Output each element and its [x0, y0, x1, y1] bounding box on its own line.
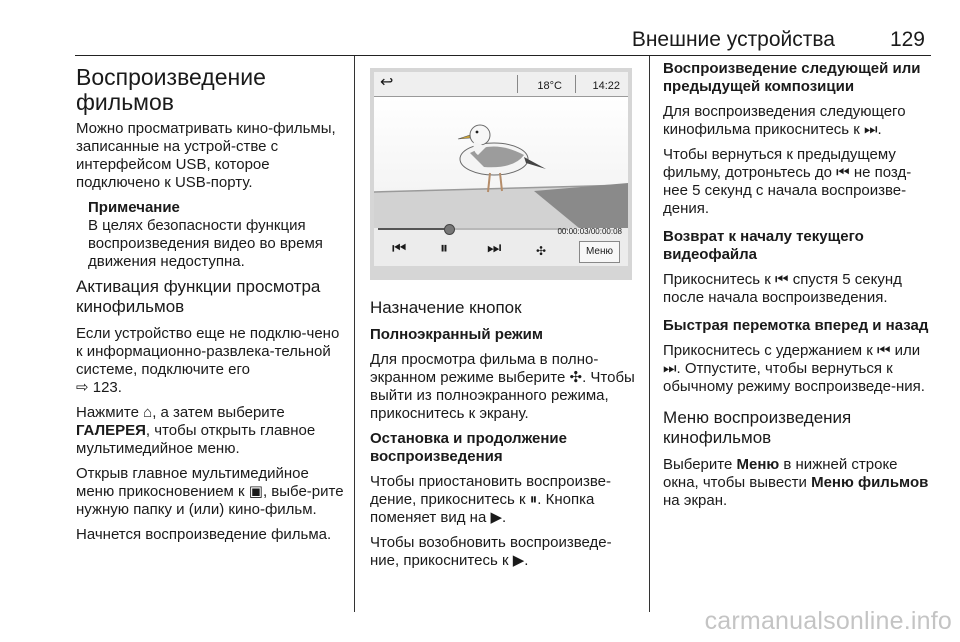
page-reference: 123. — [92, 379, 122, 396]
gallery-label: ГАЛЕРЕЯ — [76, 422, 146, 439]
seek-handle[interactable] — [444, 224, 455, 235]
next-paragraph — [663, 103, 935, 139]
middle-column — [356, 60, 640, 577]
prev-paragraph — [663, 146, 935, 218]
fullscreen-icon[interactable]: ✣ — [536, 244, 547, 258]
prev-text-a: Чтобы вернуться к предыдущему фильму, дотроньтесь до — [663, 146, 896, 181]
start-paragraph: Начнется воспроизведение фильма. — [76, 526, 332, 543]
left-column — [76, 60, 344, 551]
reference-arrow-icon: ⇨ — [76, 379, 89, 396]
next-text-b: . — [877, 121, 882, 138]
menu-text-a: Открыв главное мультимедийное меню прикосновением к — [76, 465, 309, 500]
middle-text — [370, 326, 640, 570]
home-icon: ⌂ — [143, 404, 153, 421]
page-number: 129 — [889, 28, 925, 51]
watermark: carmanualsonline.info — [704, 607, 952, 635]
section-heading-movie-menu: Меню воспроизведения кинофильмов — [663, 408, 852, 447]
section-heading-playback: Воспроизведение фильмов — [76, 64, 266, 115]
subheading-activation: Активация функции просмотра кинофильмов — [76, 277, 321, 316]
intro-paragraph: Можно просматривать кино-фильмы, записанные на устрой-стве с интерфейсом USB, которое подключено к USB-порту. — [76, 120, 336, 191]
ff-paragraph — [663, 342, 935, 396]
menu-text-b: , выбе-рите нужную папку и (или) кино-фильм. — [76, 483, 344, 518]
status-separator — [517, 75, 518, 93]
movie-camera-icon: ▣ — [248, 483, 263, 500]
next-text-a: Для воспроизведения следующего кинофильма прикоснитесь к — [663, 103, 906, 138]
previous-icon[interactable]: ⏮ — [392, 240, 407, 257]
ff-text-b: . Отпустите, чтобы вернуться к обычному режиму воспроизведе-ния. — [663, 360, 925, 395]
fullscreen-paragraph — [370, 351, 640, 423]
note-box — [88, 199, 344, 271]
note-title: Примечание — [88, 199, 180, 216]
pause-icon[interactable]: ⏸ — [440, 240, 449, 257]
play-icon: ▶ — [512, 552, 525, 569]
fullscreen-text-b: . Чтобы выйти из полноэкранного режима, прикоснитесь к экрану. — [370, 369, 635, 422]
menu-select-paragraph — [663, 456, 935, 510]
video-screen-illustration — [370, 68, 632, 280]
note-text: В целях безопасности функция воспроизведения видео во время движения недоступна. — [88, 217, 323, 270]
timecode: 00:00:03/00:00:08 — [557, 227, 622, 236]
right-column — [663, 60, 935, 517]
resume-text-a: Чтобы возобновить воспроизведе-ние, прикоснитесь к — [370, 534, 612, 569]
restart-paragraph — [663, 271, 935, 307]
status-separator — [575, 75, 576, 93]
fullscreen-icon: ✣ — [569, 369, 583, 386]
restart-text-a: Прикоснитесь к — [663, 271, 771, 288]
ff-text-or: или — [894, 342, 921, 359]
menu-select-text-b: в нижней строке окна, чтобы вывести — [663, 456, 898, 491]
pause-text-b: . Кнопка поменяет вид на — [370, 491, 595, 526]
pause-icon: ⏸ — [529, 491, 538, 508]
ff-text-a: Прикоснитесь с удержанием к — [663, 342, 873, 359]
menu-select-text-a: Выберите — [663, 456, 733, 473]
column-divider-1 — [354, 56, 355, 612]
connect-text: Если устройство еще не подклю-чено к информационно-развлека-тельной системе, подключите его — [76, 325, 340, 378]
previous-icon: ⏮ — [836, 164, 850, 181]
play-icon: ▶ — [490, 509, 503, 526]
back-icon[interactable]: ↩ — [380, 74, 394, 91]
connect-paragraph — [76, 325, 344, 397]
subheading-fullscreen: Полноэкранный режим — [370, 326, 543, 343]
playback-control-bar — [374, 228, 628, 266]
prev-text-b: не позд-нее 5 секунд с начала воспроизве-дения. — [663, 164, 912, 217]
video-frame[interactable] — [374, 97, 628, 228]
home-paragraph — [76, 404, 344, 458]
temperature-readout: 18°C — [537, 80, 562, 92]
menu-select-text-c: на экран. — [663, 492, 728, 509]
subheading-fast-forward: Быстрая перемотка вперед и назад — [663, 317, 929, 334]
pause-text-c: . — [502, 509, 507, 526]
home-text-b: , а затем выберите — [152, 404, 285, 421]
page-header — [75, 22, 931, 56]
pause-text-a: Чтобы приостановить воспроизве-дение, прикоснитесь к — [370, 473, 611, 508]
menu-label: Меню — [736, 456, 780, 473]
home-text-a: Нажмите — [76, 404, 139, 421]
screen-status-bar — [374, 72, 628, 97]
menu-paragraph — [76, 465, 344, 519]
column-divider-2 — [649, 56, 650, 612]
subheading-pause: Остановка и продолжение воспроизведения — [370, 430, 567, 465]
seagull-picture — [374, 97, 628, 228]
seek-bar[interactable] — [378, 228, 568, 230]
subheading-restart: Возврат к началу текущего видеофайла — [663, 228, 864, 263]
previous-icon: ⏮ — [876, 342, 891, 359]
restart-text-b: спустя 5 секунд после начала воспроизведения. — [663, 271, 902, 306]
next-icon: ⏭ — [663, 360, 677, 377]
seek-bar-progress — [378, 228, 449, 230]
section-heading-buttons: Назначение кнопок — [370, 298, 522, 317]
clock-readout: 14:22 — [592, 80, 620, 92]
pause-paragraph — [370, 473, 640, 527]
next-icon: ⏭ — [864, 121, 878, 138]
resume-paragraph — [370, 534, 640, 570]
resume-text-c: . — [524, 552, 529, 569]
next-icon[interactable]: ⏭ — [487, 240, 502, 257]
subheading-next-prev: Воспроизведение следующей или предыдущей композиции — [663, 60, 921, 95]
movie-menu-label: Меню фильмов — [811, 474, 929, 491]
header-title: Внешние устройства — [631, 28, 835, 51]
header-rule — [75, 55, 931, 56]
home-text-c: , чтобы открыть главное мультимедийное меню. — [76, 422, 316, 457]
previous-icon: ⏮ — [775, 271, 789, 288]
fullscreen-text-a: Для просмотра фильма в полно-экранном режиме выберите — [370, 351, 599, 386]
menu-button[interactable]: Меню — [579, 241, 620, 263]
